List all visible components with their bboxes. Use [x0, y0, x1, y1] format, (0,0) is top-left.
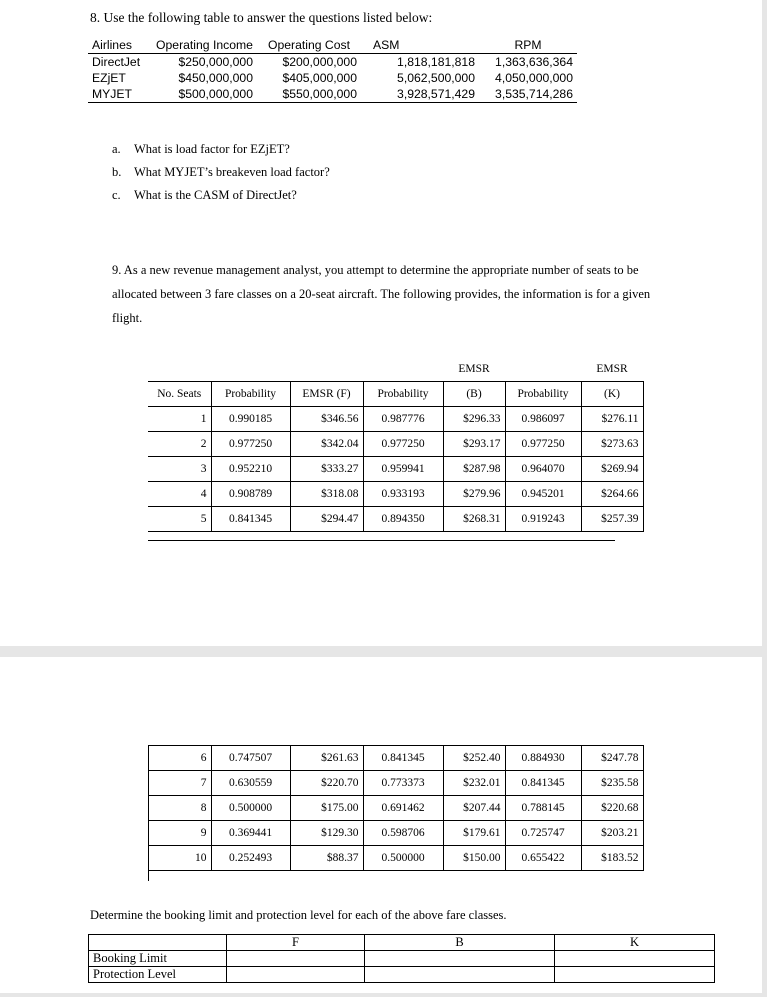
header-cell: ASM — [361, 37, 479, 54]
table-header — [88, 37, 577, 54]
table-header — [148, 382, 643, 407]
table-cell: $183.52 — [581, 846, 643, 871]
table-cell: 0.369441 — [211, 821, 290, 846]
list-item — [112, 184, 330, 207]
header-cell: No. Seats — [148, 382, 211, 407]
table-cell: $550,000,000 — [257, 86, 361, 103]
table-cell: $220.70 — [290, 771, 363, 796]
table-cell: 0.945201 — [505, 482, 581, 507]
table-cell: 7 — [148, 771, 211, 796]
header-cell: B — [365, 935, 555, 951]
question-8-title: 8. Use the following table to answer the questions listed below: — [90, 10, 433, 25]
table-cell: 0.919243 — [505, 507, 581, 532]
table-cell: 0.952210 — [211, 457, 290, 482]
table-header-top — [148, 357, 643, 382]
table-cell: $269.94 — [581, 457, 643, 482]
answer-cell-f[interactable] — [227, 967, 365, 983]
table-row — [88, 70, 577, 86]
table-cell: $261.63 — [290, 746, 363, 771]
table-cell: 0.788145 — [505, 796, 581, 821]
instruction-text: Determine the booking limit and protection level for each of the above fare classes. — [90, 908, 507, 922]
header-cell: Airlines — [88, 37, 152, 54]
table-cell: 0.655422 — [505, 846, 581, 871]
header-cell: K — [555, 935, 715, 951]
answer-cell-f[interactable] — [227, 951, 365, 967]
table-cell: $450,000,000 — [178, 71, 253, 85]
table-cell: $276.11 — [581, 407, 643, 432]
emsr-table-top — [148, 357, 644, 532]
airline-table — [88, 37, 577, 103]
table-row — [148, 771, 643, 796]
table-cell: $207.44 — [443, 796, 505, 821]
table-cell: $342.04 — [290, 432, 363, 457]
table-cell: 0.691462 — [363, 796, 443, 821]
table-row — [89, 951, 715, 967]
table-cell: $220.68 — [581, 796, 643, 821]
table-cell: $273.63 — [581, 432, 643, 457]
table-cell: 0.977250 — [211, 432, 290, 457]
table-cell: 9 — [148, 821, 211, 846]
table-cell: 4,050,000,000 — [495, 71, 573, 85]
header-cell: (K) — [581, 382, 643, 407]
table-cell: 0.841345 — [211, 507, 290, 532]
table-cell: DirectJet — [92, 55, 141, 69]
list-letter: a. — [112, 142, 121, 156]
header-cell: (B) — [443, 382, 505, 407]
table-cell: $318.08 — [290, 482, 363, 507]
table-cell: $293.17 — [443, 432, 505, 457]
table-cell: $200,000,000 — [282, 55, 357, 69]
table-row — [148, 507, 643, 532]
table-cell: $232.01 — [443, 771, 505, 796]
table-cell: $287.98 — [443, 457, 505, 482]
table-cell: 0.500000 — [211, 796, 290, 821]
header-cell: Operating Income — [152, 37, 257, 54]
header-cell: Probability — [505, 382, 581, 407]
list-letter: c. — [112, 188, 121, 202]
table-cell: 0.598706 — [363, 821, 443, 846]
table-cell: $88.37 — [290, 846, 363, 871]
table-cell: $296.33 — [443, 407, 505, 432]
table-cell: 0.884930 — [505, 746, 581, 771]
answer-cell-b[interactable] — [365, 951, 555, 967]
table-cell: 0.933193 — [363, 482, 443, 507]
answer-table — [88, 934, 715, 983]
table-row — [148, 796, 643, 821]
table-cell: $346.56 — [290, 407, 363, 432]
list-text: What MYJET’s breakeven load factor? — [134, 165, 330, 179]
table-cell: 0.725747 — [505, 821, 581, 846]
table-cell: 5 — [148, 507, 211, 532]
table-cell: $203.21 — [581, 821, 643, 846]
table-cell: 6 — [148, 746, 211, 771]
emsr-table-bottom — [148, 745, 644, 871]
table-cell: 1,363,636,364 — [495, 55, 573, 69]
page-2 — [0, 657, 762, 993]
table-cell: $264.66 — [581, 482, 643, 507]
table-row — [148, 846, 643, 871]
table-cell: $247.78 — [581, 746, 643, 771]
table-cell: 0.747507 — [211, 746, 290, 771]
table-row — [89, 967, 715, 983]
table-row — [148, 746, 643, 771]
table-header — [89, 935, 715, 951]
table-row — [148, 457, 643, 482]
table-row — [148, 432, 643, 457]
row-label: Protection Level — [89, 967, 227, 983]
header-cell: F — [227, 935, 365, 951]
table-cell: 10 — [148, 846, 211, 871]
table-cell: 0.841345 — [363, 746, 443, 771]
table-cell: $279.96 — [443, 482, 505, 507]
table-left-rule — [148, 745, 149, 881]
table-cell: 0.252493 — [211, 846, 290, 871]
table-cell: 0.959941 — [363, 457, 443, 482]
list-item — [112, 161, 330, 184]
list-text: What is load factor for EZjET? — [134, 142, 290, 156]
table-cell: $252.40 — [443, 746, 505, 771]
table-cell: $257.39 — [581, 507, 643, 532]
question-8-subquestions — [112, 138, 330, 207]
answer-cell-k[interactable] — [555, 951, 715, 967]
table-cell: 8 — [148, 796, 211, 821]
table-row — [88, 86, 577, 103]
table-cell: 0.908789 — [211, 482, 290, 507]
table-cell: $235.58 — [581, 771, 643, 796]
table-cell: 0.964070 — [505, 457, 581, 482]
table-cell: 3,928,571,429 — [361, 86, 479, 103]
table-cell: 0.987776 — [363, 407, 443, 432]
header-cell: Operating Cost — [257, 37, 361, 54]
table-cell: $175.00 — [290, 796, 363, 821]
table-cell: 3,535,714,286 — [479, 86, 577, 103]
header-cell: Probability — [363, 382, 443, 407]
list-letter: b. — [112, 165, 122, 179]
header-cell: EMSR — [596, 363, 628, 375]
header-cell: EMSR (F) — [290, 382, 363, 407]
table-cell: $129.30 — [290, 821, 363, 846]
header-cell: RPM — [479, 37, 577, 54]
table-cell: 1,818,181,818 — [397, 55, 475, 69]
list-text: What is the CASM of DirectJet? — [134, 188, 297, 202]
table-bottom-rule — [148, 540, 615, 541]
table-cell: 5,062,500,000 — [397, 71, 475, 85]
header-cell: Probability — [211, 382, 290, 407]
table-cell: $150.00 — [443, 846, 505, 871]
table-cell: 0.894350 — [363, 507, 443, 532]
table-cell: $250,000,000 — [178, 55, 253, 69]
table-row — [148, 821, 643, 846]
table-cell: EZjET — [92, 71, 126, 85]
table-cell: 0.977250 — [363, 432, 443, 457]
table-row — [148, 482, 643, 507]
table-cell: 0.500000 — [363, 846, 443, 871]
table-row — [88, 54, 577, 71]
table-cell: $405,000,000 — [282, 71, 357, 85]
table-cell: 0.841345 — [505, 771, 581, 796]
answer-cell-b[interactable] — [365, 967, 555, 983]
table-cell: 0.986097 — [505, 407, 581, 432]
table-cell: 0.977250 — [505, 432, 581, 457]
header-cell: EMSR — [458, 363, 490, 375]
question-9-text: 9. As a new revenue management analyst, you attempt to determine the appropriate number of seats to be allocated between 3 fare classes on a 20-seat aircraft. The following provides, the information is for a given flight. — [112, 263, 651, 325]
header-cell — [89, 935, 227, 951]
table-cell: $179.61 — [443, 821, 505, 846]
table-cell: 2 — [148, 432, 211, 457]
table-cell: 3 — [148, 457, 211, 482]
table-cell: 1 — [148, 407, 211, 432]
row-label: Booking Limit — [89, 951, 227, 967]
table-cell: $268.31 — [443, 507, 505, 532]
table-cell: 0.773373 — [363, 771, 443, 796]
table-cell: $500,000,000 — [152, 86, 257, 103]
table-cell: 0.990185 — [211, 407, 290, 432]
table-cell: $294.47 — [290, 507, 363, 532]
answer-cell-k[interactable] — [555, 967, 715, 983]
table-cell: 4 — [148, 482, 211, 507]
table-cell: 0.630559 — [211, 771, 290, 796]
table-row — [148, 407, 643, 432]
list-item — [112, 138, 330, 161]
table-cell: MYJET — [88, 86, 152, 103]
table-cell: $333.27 — [290, 457, 363, 482]
